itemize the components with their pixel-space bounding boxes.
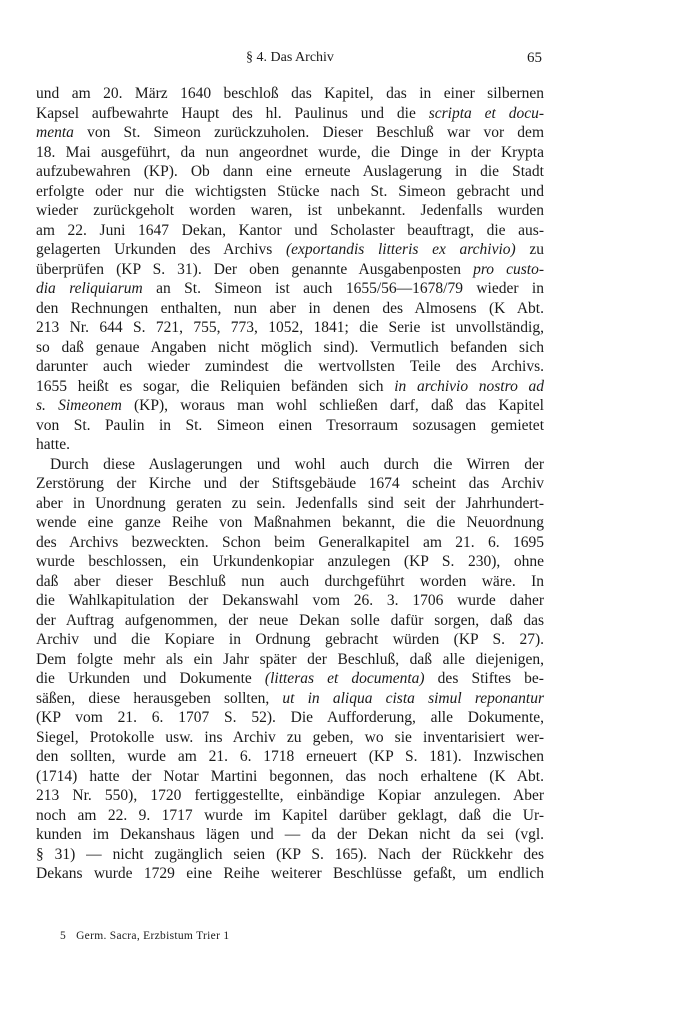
text-line: [36, 299, 544, 319]
text-line: [36, 240, 544, 260]
text-line: [36, 825, 544, 845]
text-line: [36, 669, 544, 689]
text-line: [36, 435, 544, 455]
text-run: 18. Mai ausgeführt, da nun angeordnet wurde, die Dinge in der Krypta: [36, 143, 544, 161]
text-run: 213 Nr. 550), 1720 fertiggestellte, einbändige Kopiar anzulegen. Aber: [36, 787, 544, 804]
text-line: [36, 708, 544, 728]
text-run: zu: [515, 241, 544, 258]
text-line: [36, 864, 544, 884]
text-run: von St. Paulin in St. Simeon einen Tresorraum sozusagen gemietet: [36, 416, 544, 434]
text-line: [36, 572, 544, 592]
text-line: [36, 494, 544, 514]
text-run: wieder zurückgeholt worden waren, ist unbekannt. Jedenfalls wurden: [36, 202, 544, 219]
text-line: [36, 84, 544, 104]
text-run: den sollten, wurde am 21. 6. 1718 erneuert (KP S. 181). Inzwischen: [36, 748, 544, 765]
text-line: [36, 416, 544, 436]
text-run: Archiv und die Kopiare in Ordnung gebracht würden (KP S. 27).: [36, 631, 544, 648]
text-line: [36, 689, 544, 709]
text-line: [36, 279, 544, 299]
text-run: Kapsel aufbewahrte Haupt des hl. Paulinus und die: [36, 104, 429, 122]
text-run: des Stiftes be-: [424, 670, 544, 687]
text-line: [36, 182, 544, 202]
text-run: (1714) hatte der Notar Martini begonnen, das noch erhaltene (K Abt.: [36, 767, 544, 785]
text-line: [36, 533, 544, 553]
text-line: [36, 747, 544, 767]
text-line: [36, 474, 544, 494]
text-line: [36, 630, 544, 650]
text-run: aber in Unordnung geraten zu sein. Jedenfalls sind seit der Jahrhundert-: [36, 494, 544, 512]
text-line: [36, 143, 544, 163]
text-run: die Urkunden und Dokumente: [36, 670, 265, 687]
text-line: [36, 201, 544, 221]
text-line: [36, 162, 544, 182]
text-run: Siegel, Protokolle usw. ins Archiv zu geben, wo sie inventarisiert wer-: [36, 728, 544, 746]
text-run: Dem folgte mehr als ein Jahr später der Beschluß, daß alle diejenigen,: [36, 650, 544, 668]
text-run: (KP), woraus man wohl schließen darf, daß das Kapitel: [121, 397, 544, 414]
text-run: des Archivs bezweckten. Schon beim Generalkapitel am 21. 6. 1695: [36, 533, 544, 551]
text-run: daß aber dieser Beschluß nun auch durchgeführt worden wäre. In: [36, 572, 544, 590]
text-run: am 22. Juni 1647 Dekan, Kantor und Scholaster beauftragt, die aus-: [36, 221, 544, 239]
text-line: [36, 338, 544, 358]
running-head: [36, 36, 544, 66]
italic-phrase: in archivio nostro ad: [394, 377, 545, 395]
text-line: [36, 806, 544, 826]
text-run: 213 Nr. 644 S. 721, 755, 773, 1052, 1841; die Serie ist unvollständig,: [36, 319, 544, 336]
text-line: [36, 104, 544, 124]
text-line: [36, 260, 544, 280]
text-run: (KP vom 21. 6. 1707 S. 52). Die Aufforderung, alle Dokumente,: [36, 709, 544, 726]
text-run: den Rechnungen enthalten, nun aber in denen des Almosens (K Abt.: [36, 299, 544, 317]
text-run: Durch diese Auslagerungen und wohl auch durch die Wirren der: [50, 455, 544, 473]
text-run: von St. Simeon zurückzuholen. Dieser Beschluß war vor dem: [73, 124, 544, 141]
text-run: so daß genaue Angaben nicht möglich sind). Vermutlich befanden sich: [36, 338, 544, 356]
page-number: 65: [527, 50, 542, 66]
text-run: überprüfen (KP S. 31). Der oben genannte Ausgabenposten: [36, 260, 474, 278]
text-run: erfolgte oder nur die wichtigsten Stücke nach St. Simeon gebracht und: [36, 182, 544, 200]
text-run: Zerstörung der Kirche und der Stiftsgebäude 1674 scheint das Archiv: [36, 475, 544, 492]
text-run: noch am 22. 9. 1717 wurde im Kapitel darüber geklagt, daß die Ur-: [36, 806, 544, 824]
signature-text: Germ. Sacra, Erzbistum Trier 1: [76, 930, 230, 942]
text-run: säßen, diese herausgeben sollten,: [36, 689, 283, 707]
italic-phrase: ut in aliqua cista simul reponantur: [282, 689, 544, 707]
italic-phrase: s. Simeonem: [36, 397, 122, 414]
text-line: [36, 221, 544, 241]
text-run: hatte.: [36, 436, 70, 453]
text-run: 1655 heißt es sogar, die Reliquien befänden sich: [36, 377, 395, 395]
text-run: gelagerten Urkunden des Archivs: [36, 241, 286, 258]
italic-phrase: (exportandis litteris ex archivio): [285, 241, 516, 258]
text-line: [36, 845, 544, 865]
text-line: [36, 377, 544, 397]
text-line: [36, 455, 544, 475]
text-run: kunden im Dekanshaus lägen und — da der Dekan nicht da sei (vgl.: [36, 826, 544, 843]
text-run: und am 20. März 1640 beschloß das Kapitel, das in einer silbernen: [36, 85, 544, 102]
text-run: wurde beschlossen, ein Urkundenkopiar anzulegen (KP S. 230), ohne: [36, 553, 544, 570]
text-line: [36, 611, 544, 631]
text-line: [36, 552, 544, 572]
text-line: [36, 357, 544, 377]
text-line: [36, 767, 544, 787]
text-run: wende eine ganze Reihe von Maßnahmen bekannt, die die Neuordnung: [36, 514, 544, 531]
text-run: § 31) — nicht zugänglich seien (KP S. 165). Nach der Rückkehr des: [36, 845, 544, 863]
text-run: aufzubewahren (KP). Ob dann eine erneute Auslagerung in die Stadt: [36, 163, 544, 180]
text-line: [36, 123, 544, 143]
text-run: an St. Simeon ist auch 1655/56—1678/79 wieder in: [142, 280, 544, 297]
running-title: § 4. Das Archiv: [246, 50, 334, 65]
text-run: Dekans wurde 1729 eine Reihe weiterer Beschlüsse gefaßt, um endlich: [36, 865, 544, 882]
text-run: der Auftrag aufgenommen, der neue Dekan solle dafür sorgen, daß das: [36, 611, 544, 629]
text-line: [36, 591, 544, 611]
italic-phrase: menta: [36, 124, 74, 141]
body-text: [36, 84, 544, 884]
text-line: [36, 396, 544, 416]
text-run: darunter auch wieder zumindest die wertvollsten Teile des Archivs.: [36, 358, 544, 375]
text-line: [36, 728, 544, 748]
text-run: die Wahlkapitulation der Dekanswahl vom 26. 3. 1706 wurde daher: [36, 592, 544, 609]
text-line: [36, 318, 544, 338]
italic-phrase: dia reliquiarum: [36, 280, 143, 297]
italic-phrase: scripta et docu-: [428, 104, 544, 122]
text-line: [36, 513, 544, 533]
footnote-signature: [60, 930, 229, 942]
italic-phrase: (litteras et documenta): [264, 670, 425, 687]
signature-number: 5: [60, 930, 67, 942]
text-line: [36, 786, 544, 806]
italic-phrase: pro custo-: [473, 260, 544, 278]
text-line: [36, 650, 544, 670]
